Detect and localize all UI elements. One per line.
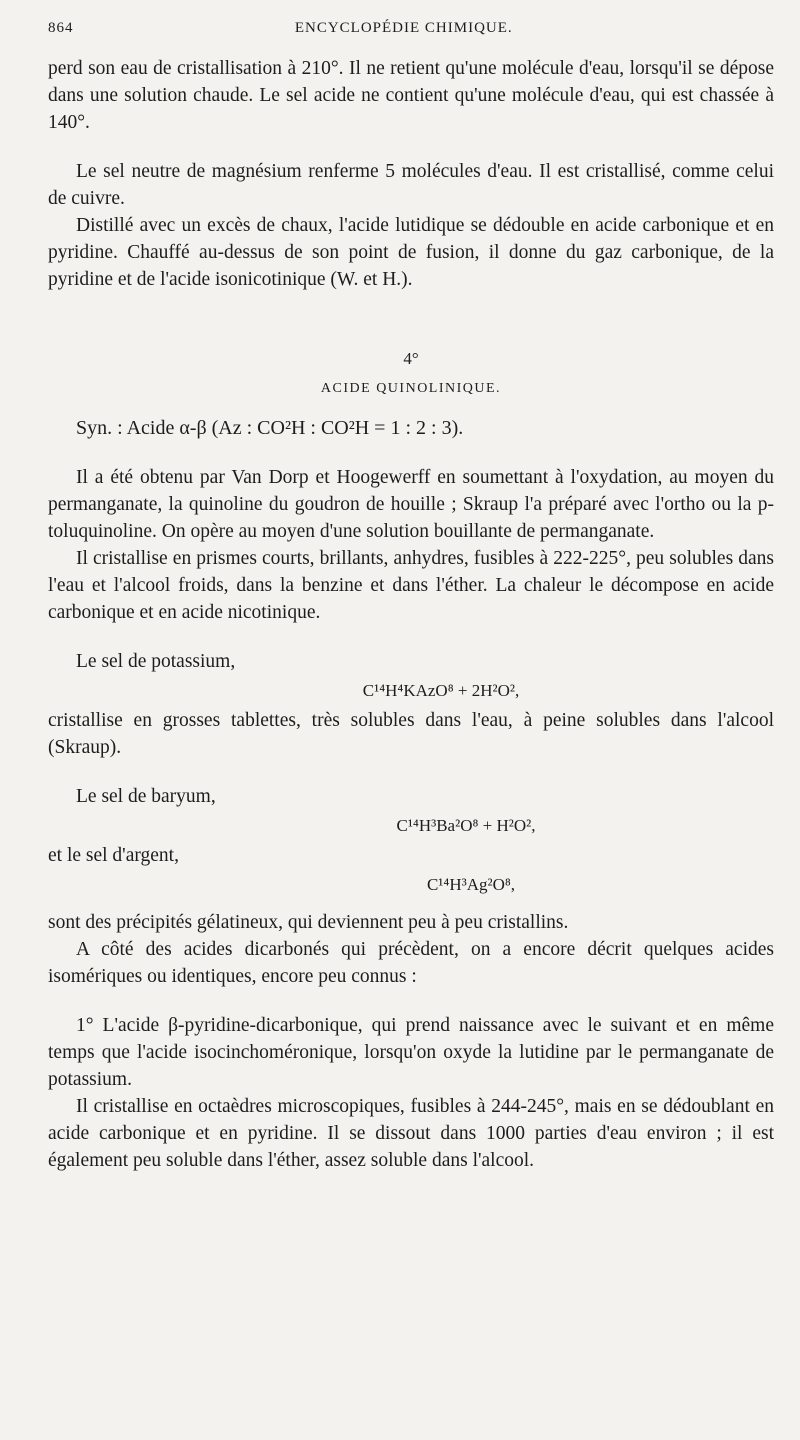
paragraph-2: Le sel neutre de magnésium renferme 5 molécules d'eau. Il est cristallisé, comme celui de cuivre. xyxy=(48,161,774,209)
section-number: 4° xyxy=(403,349,419,368)
formula-silver-salt: C¹⁴H³Ag²O⁸, xyxy=(426,875,516,894)
paragraph-1: perd son eau de cristallisation à 210°. Il ne retient qu'une molécule d'eau, lorsqu'il se dépose dans une solution chaude. Le sel acide ne contient qu'une molécule d'eau, qui est chassée à 140°. xyxy=(48,58,774,133)
formula-barium-salt: C¹⁴H³Ba²O⁸ + H²O², xyxy=(396,816,536,835)
paragraph-5: Il cristallise en prismes courts, brillants, anhydres, fusibles à 222-225°, peu solubles dans l'eau et l'alcool froids, dans la benzine et dans l'éther. La chaleur le décompose en acide carbonique et en acide nicotinique. xyxy=(48,548,774,623)
paragraph-6: Le sel de potassium, xyxy=(76,651,236,672)
paragraph-9: et le sel d'argent, xyxy=(48,845,179,866)
paragraph-12: 1° L'acide β-pyridine-dicarbonique, qui prend naissance avec le suivant et en même temps que l'acide isocinchoméronique, lorsqu'on oxyde la lutidine par le permanganate de potassium. xyxy=(48,1015,774,1090)
paragraph-13: Il cristallise en octaèdres microscopiques, fusibles à 244-245°, mais en se dédoublant en acide carbonique et en pyridine. Il se dissout dans 1000 parties d'eau environ ; il est également peu soluble dans l'éther, assez soluble dans l'alcool. xyxy=(48,1096,774,1171)
paragraph-11: A côté des acides dicarbonés qui précèdent, on a encore décrit quelques acides isomériques ou identiques, encore peu connus : xyxy=(48,939,774,987)
paragraph-3: Distillé avec un excès de chaux, l'acide lutidique se dédouble en acide carbonique et en pyridine. Chauffé au-dessus de son point de fusion, il donne du gaz carbonique, de la pyridine et de l'acide isonicotinique (W. et H.). xyxy=(48,215,774,290)
paragraph-8: Le sel de baryum, xyxy=(76,786,216,807)
paragraph-4: Il a été obtenu par Van Dorp et Hoogewerff en soumettant à l'oxydation, au moyen du permanganate, la quinoline du goudron de houille ; Skraup l'a préparé avec l'ortho ou la p-toluquinoline. On opère au moyen d'une solution bouillante de permanganate. xyxy=(48,467,774,542)
page-number: 864 xyxy=(48,20,74,36)
paragraph-7: cristallise en grosses tablettes, très solubles dans l'eau, à peine solubles dans l'alcool (Skraup). xyxy=(48,710,774,758)
running-header xyxy=(48,20,774,37)
synonym-line: Syn. : Acide α-β (Az : CO²H : CO²H = 1 : 2 : 3). xyxy=(76,417,464,439)
section-title: ACIDE QUINOLINIQUE. xyxy=(320,381,502,396)
paragraph-10: sont des précipités gélatineux, qui deviennent peu à peu cristallins. xyxy=(48,912,569,933)
formula-potassium-salt: C¹⁴H⁴KAzO⁸ + 2H²O², xyxy=(362,681,520,700)
running-title: ENCYCLOPÉDIE CHIMIQUE. xyxy=(294,20,513,36)
